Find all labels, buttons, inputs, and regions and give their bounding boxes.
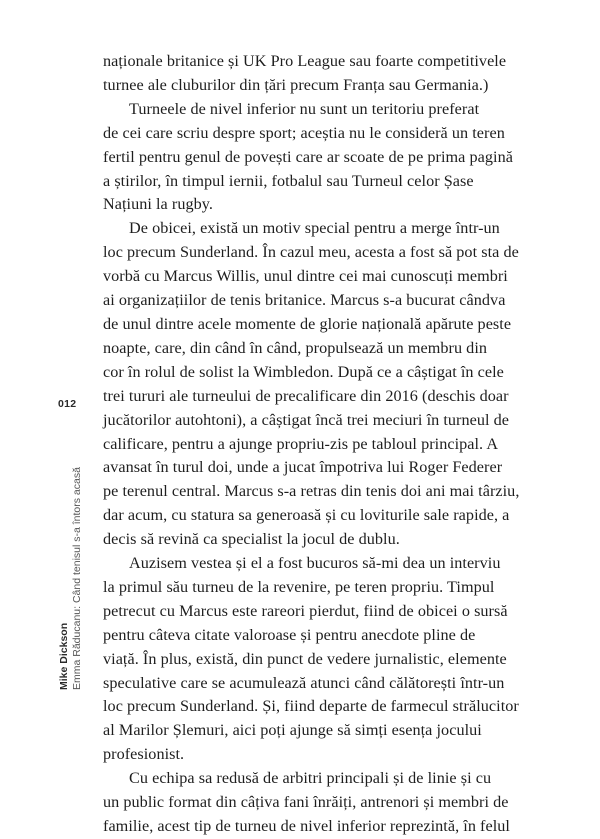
text-line: naționale britanice și UK Pro League sau foarte competitivele [103,52,507,70]
text-line: a știrilor, în timpul iernii, fotbalul sau Turneul celor Șase [103,171,474,190]
text-line: petrecut cu Marcus este rareori pierdut, fiind de obicei o sursă [103,601,508,620]
text-line: familie, acest tip de turneu de nivel inferior reprezintă, în felul [103,817,510,835]
text-line: un public format din câțiva fani înrăiți, antrenori și membri de [103,793,509,812]
text-line: pe terenul central. Marcus s-a retras din tenis doi ani mai târziu, [103,482,520,501]
text-line: al Marilor Șlemuri, aici poți ajunge să simți esența jocului [103,721,482,740]
text-line: la primul său turneu de la revenire, pe teren propriu. Timpul [103,577,495,596]
text-line: de unul dintre acele momente de glorie națională apărute peste [103,314,512,333]
text-line: loc precum Sunderland. Și, fiind departe de farmecul strălucitor [103,697,519,716]
paragraph-3 [103,217,541,552]
text-line: profesionist. [103,745,185,764]
page-body [103,50,541,839]
text-line: fertil pentru genul de povești care ar scoate de pe prima pagină [103,147,513,166]
text-line: viață. În plus, există, din punct de vedere jurnalistic, elemente [103,649,507,668]
text-line: pentru câteva citate valoroase și pentru anecdote pline de [103,625,476,644]
text-line: De obicei, există un motiv special pentru a merge într-un [129,219,500,238]
text-line: cor în rolul de solist la Wimbledon. După ce a câștigat în cele [103,362,504,381]
paragraph-1 [103,50,541,98]
text-line: trei tururi ale turneului de precalificare din 2016 (deschis doar [103,386,509,405]
paragraph-2 [103,98,541,218]
text-line: Turneele de nivel inferior nu sunt un teritoriu preferat [129,99,480,118]
text-line: turnee ale cluburilor din țări precum Franța sau Germania.) [103,75,489,94]
text-line: avansat în turul doi, unde a jucat împotriva lui Roger Federer [103,458,503,477]
text-line: decis să revină ca specialist la jocul de dublu. [103,530,400,549]
running-head-title: Emma Răducanu: Când tenisul s-a întors acasă [71,467,83,690]
paragraph-4 [103,552,541,767]
running-head [58,467,84,690]
text-line: Auzisem vestea și el a fost bucuros să-mi dea un interviu [129,554,501,573]
text-line: jucătorilor autohtoni), a câștigat încă trei meciuri în turneul de [103,410,510,429]
text-line: noapte, care, din când în când, propulsează un membru din [103,338,488,357]
text-line: de cei care scriu despre sport; aceștia nu le consideră un teren [103,123,505,142]
text-line: loc precum Sunderland. În cazul meu, acesta a fost să pot sta de [103,243,519,262]
text-line: vorbă cu Marcus Willis, unul dintre cei mai cunoscuți membri [103,267,508,286]
text-line: calificare, pentru a ajunge propriu-zis pe tabloul principal. A [103,434,499,453]
text-line: speculative care se acumulează atunci când călătorești într-un [103,673,505,692]
running-head-author: Mike Dickson [58,622,70,690]
page-number: 012 [58,398,77,410]
text-line: dar acum, cu statura sa generoasă și cu loviturile sale rapide, a [103,506,510,525]
text-line: Cu echipa sa redusă de arbitri principali și de linie și cu [129,769,492,788]
paragraph-5 [103,767,541,839]
text-line: Națiuni la rugby. [103,195,213,214]
text-line: ai organizațiilor de tenis britanice. Marcus s-a bucurat cândva [103,291,506,310]
